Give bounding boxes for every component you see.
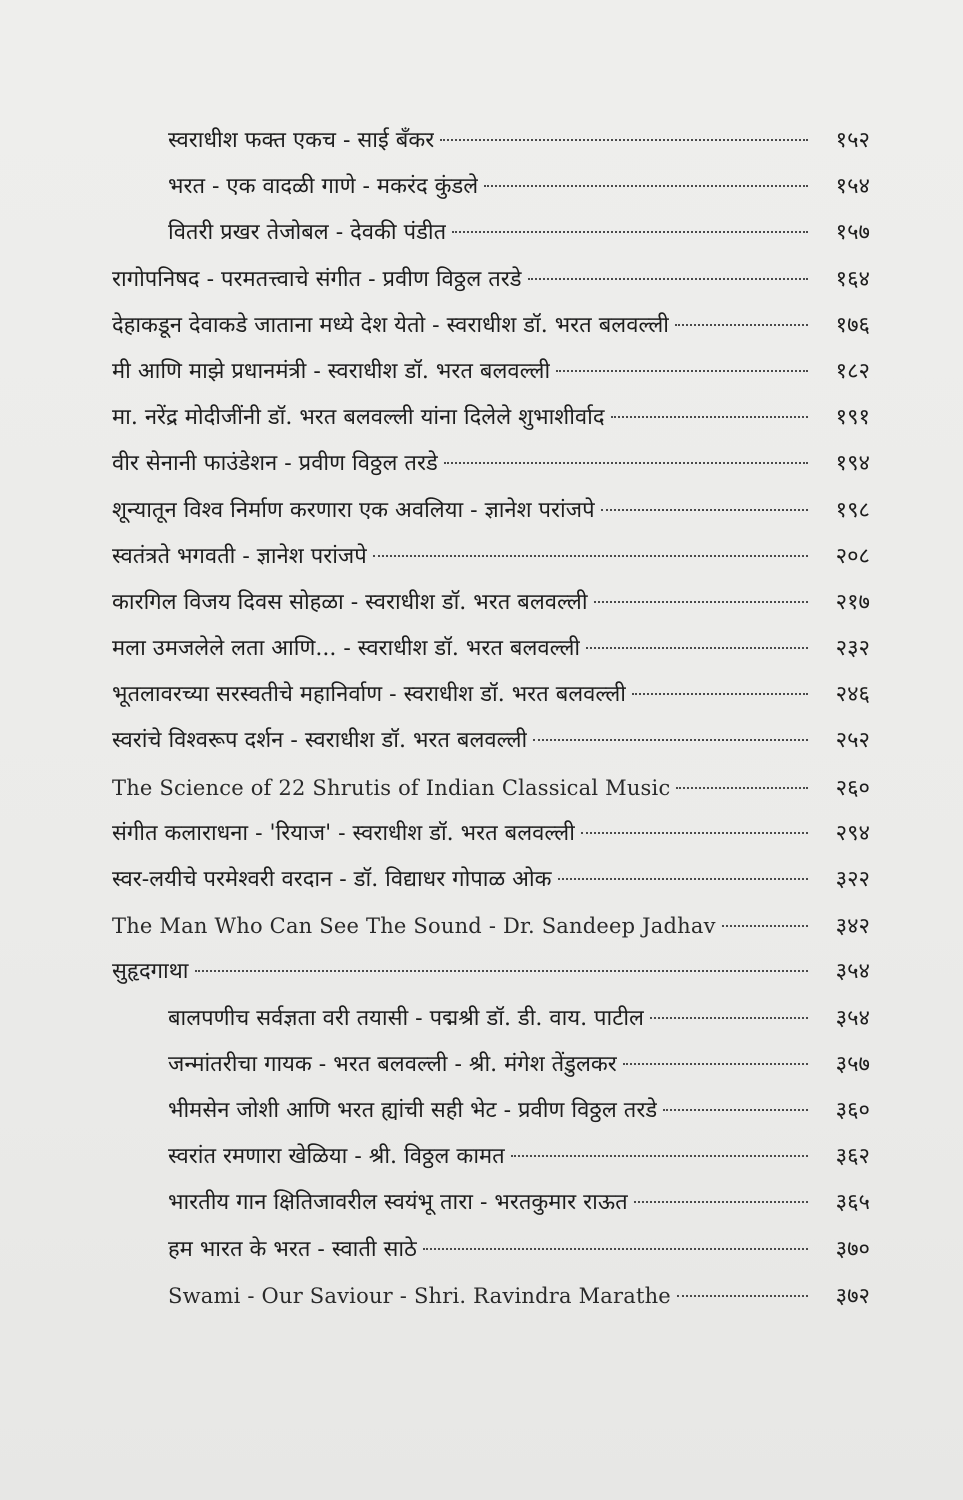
dot-leader: [533, 739, 808, 741]
toc-entry: [112, 1088, 870, 1134]
dot-leader: [444, 462, 808, 464]
toc-entry-page-number: ३४२: [835, 914, 870, 940]
toc-entry-title: वितरी प्रखर तेजोबल - देवकी पंडीत: [168, 220, 447, 246]
toc-entry-page-number: २९४: [835, 820, 870, 846]
toc-entry: [112, 765, 870, 811]
toc-entry-page-number: १९८: [835, 497, 870, 523]
dot-leader: [676, 787, 808, 789]
toc-entry-title: वीर सेनानी फाउंडेशन - प्रवीण विठ्ठल तरडे: [112, 451, 438, 477]
toc-entry-title: मा. नरेंद्र मोदीजींनी डॉ. भरत बलवल्ली यांना दिलेले शुभाशीर्वाद: [112, 405, 605, 431]
toc-entry-page-number: २६०: [835, 775, 870, 801]
toc-entry-title: Swami - Our Saviour - Shri. Ravindra Marathe: [168, 1283, 671, 1308]
toc-entry-title: स्वराधीश फक्त एकच - साई बँकर: [168, 128, 435, 153]
toc-entry: [112, 164, 870, 210]
toc-entry-title: स्वरांत रमणारा खेळिया - श्री. विठ्ठल कामत: [168, 1144, 505, 1170]
dot-leader: [650, 1017, 808, 1019]
toc-entry-title: देहाकडून देवाकडे जाताना मध्ये देश येतो - स्वराधीश डॉ. भरत बलवल्ली: [112, 312, 669, 338]
dot-leader: [594, 601, 808, 603]
table-of-contents: [112, 118, 870, 1319]
toc-entry-page-number: ३२२: [835, 867, 870, 892]
toc-entry-page-number: ३५४: [835, 959, 870, 985]
toc-entry-title: रागोपनिषद - परमतत्त्वाचे संगीत - प्रवीण विठ्ठल तरडे: [112, 266, 522, 292]
dot-leader: [581, 832, 808, 834]
toc-entry-page-number: २०८: [835, 543, 870, 569]
toc-entry: [112, 857, 870, 903]
toc-entry: [112, 488, 870, 534]
dot-leader: [528, 278, 808, 280]
toc-entry-page-number: ३५४: [835, 1005, 870, 1031]
dot-leader: [373, 555, 808, 557]
toc-entry-title: The Science of 22 Shrutis of Indian Classical Music: [112, 775, 671, 800]
toc-entry-page-number: १५२: [835, 128, 870, 153]
toc-entry-title: मी आणि माझे प्रधानमंत्री - स्वराधीश डॉ. भरत बलवल्ली: [112, 358, 551, 384]
toc-entry: [112, 210, 870, 256]
toc-entry-title: भूतलावरच्या सरस्वतीचे महानिर्वाण - स्वराधीश डॉ. भरत बलवल्ली: [112, 682, 626, 708]
toc-entry: [112, 903, 870, 949]
toc-entry-page-number: १९४: [835, 451, 870, 477]
toc-entry-title: बालपणीच सर्वज्ञता वरी तयासी - पद्मश्री डॉ. डी. वाय. पाटील: [168, 1005, 644, 1031]
dot-leader: [632, 693, 808, 695]
dot-leader: [195, 970, 809, 972]
toc-entry-page-number: १८२: [835, 358, 870, 384]
toc-entry-title: स्वतंत्रते भगवती - ज्ञानेश परांजपे: [112, 543, 367, 569]
dot-leader: [634, 1201, 808, 1203]
toc-entry: [112, 996, 870, 1042]
toc-entry-page-number: २५२: [835, 728, 870, 754]
toc-entry-title: भारतीय गान क्षितिजावरील स्वयंभू तारा - भरतकुमार राऊत: [168, 1190, 628, 1216]
toc-entry-title: मला उमजलेले लता आणि... - स्वराधीश डॉ. भरत बलवल्ली: [112, 636, 581, 662]
toc-entry-title: कारगिल विजय दिवस सोहळा - स्वराधीश डॉ. भरत बलवल्ली: [112, 589, 588, 615]
dot-leader: [452, 231, 808, 233]
toc-entry-page-number: ३५७: [835, 1051, 870, 1077]
toc-entry-title: हम भारत के भरत - स्वाती साठे: [168, 1236, 417, 1262]
toc-entry-page-number: २३२: [835, 636, 870, 662]
toc-entry-page-number: १६४: [835, 266, 870, 292]
toc-entry-title: जन्मांतरीचा गायक - भरत बलवल्ली - श्री. मंगेश तेंडुलकर: [168, 1051, 617, 1077]
toc-entry: [112, 1273, 870, 1319]
dot-leader: [440, 139, 808, 141]
toc-entry-page-number: १९१: [835, 405, 870, 431]
dot-leader: [423, 1248, 808, 1250]
toc-entry-page-number: ३६५: [835, 1190, 870, 1216]
toc-entry: [112, 118, 870, 164]
toc-entry-page-number: २४६: [835, 682, 870, 708]
toc-entry-page-number: ३७२: [835, 1283, 870, 1309]
toc-entry: [112, 718, 870, 764]
toc-entry: [112, 441, 870, 487]
toc-entry: [112, 395, 870, 441]
dot-leader: [556, 370, 808, 372]
toc-entry: [112, 349, 870, 395]
toc-entry-page-number: ३६०: [835, 1097, 870, 1123]
dot-leader: [677, 1295, 808, 1297]
toc-entry-title: शून्यातून विश्व निर्माण करणारा एक अवलिया - ज्ञानेश परांजपे: [112, 497, 595, 523]
toc-entry-page-number: १५७: [835, 220, 870, 246]
toc-entry: [112, 534, 870, 580]
dot-leader: [675, 324, 808, 326]
toc-entry: [112, 626, 870, 672]
toc-entry-page-number: २१७: [835, 589, 870, 615]
dot-leader: [511, 1155, 808, 1157]
toc-entry-page-number: १५४: [835, 174, 870, 200]
toc-entry-page-number: ३७०: [835, 1236, 870, 1262]
dot-leader: [484, 185, 808, 187]
toc-entry: [112, 580, 870, 626]
toc-entry-title: सुहृदगाथा: [112, 959, 189, 985]
toc-entry-title: स्वरांचे विश्वरूप दर्शन - स्वराधीश डॉ. भरत बलवल्ली: [112, 728, 528, 754]
toc-entry: [112, 1227, 870, 1273]
dot-leader: [586, 647, 808, 649]
toc-entry: [112, 672, 870, 718]
dot-leader: [623, 1063, 808, 1065]
toc-entry: [112, 1180, 870, 1226]
toc-entry: [112, 949, 870, 995]
toc-entry-title: The Man Who Can See The Sound - Dr. Sandeep Jadhav: [112, 914, 716, 939]
toc-entry-page-number: १७६: [835, 312, 870, 338]
dot-leader: [558, 878, 808, 880]
dot-leader: [722, 925, 808, 927]
toc-entry: [112, 811, 870, 857]
toc-entry: [112, 1042, 870, 1088]
toc-entry: [112, 303, 870, 349]
toc-entry-title: संगीत कलाराधना - 'रियाज' - स्वराधीश डॉ. भरत बलवल्ली: [112, 820, 575, 846]
toc-entry: [112, 1134, 870, 1180]
dot-leader: [663, 1109, 808, 1111]
toc-entry-title: स्वर-लयीचे परमेश्वरी वरदान - डॉ. विद्याधर गोपाळ ओक: [112, 867, 552, 892]
toc-entry-page-number: ३६२: [835, 1144, 870, 1170]
toc-entry-title: भरत - एक वादळी गाणे - मकरंद कुंडले: [168, 174, 479, 200]
toc-entry-title: भीमसेन जोशी आणि भरत ह्यांची सही भेट - प्रवीण विठ्ठल तरडे: [168, 1097, 658, 1123]
dot-leader: [611, 416, 808, 418]
dot-leader: [601, 509, 808, 511]
toc-entry: [112, 257, 870, 303]
